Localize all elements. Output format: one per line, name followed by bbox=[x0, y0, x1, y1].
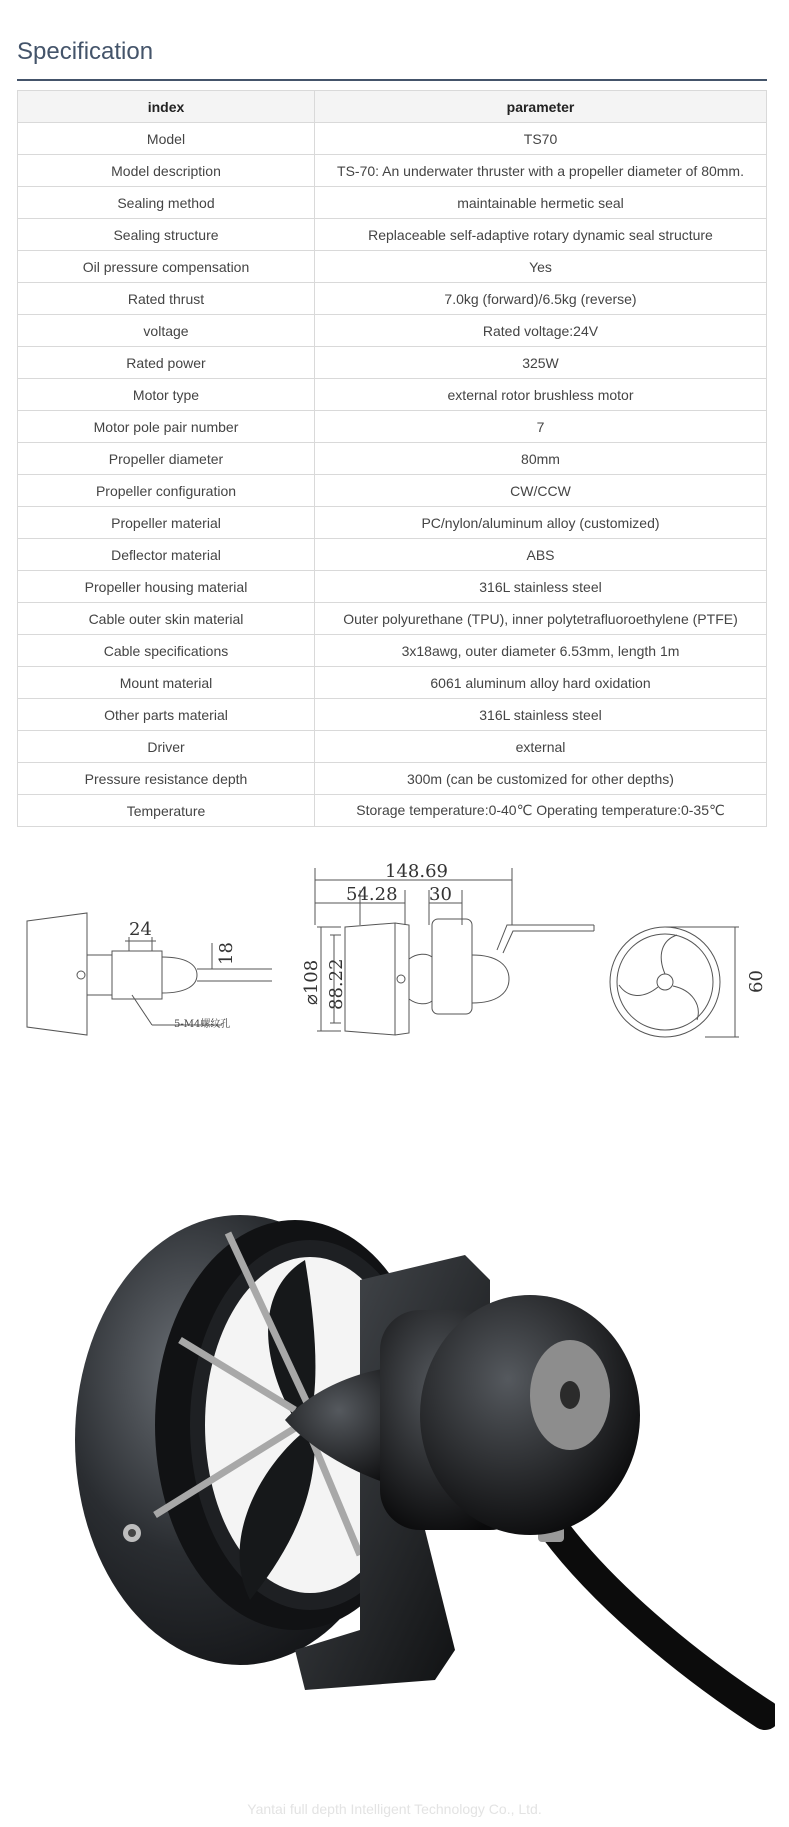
table-row bbox=[18, 411, 767, 443]
spec-parameter-cell: 7 bbox=[315, 411, 767, 443]
spec-index-cell: Motor type bbox=[18, 379, 315, 411]
spec-parameter-cell: 80mm bbox=[315, 443, 767, 475]
spec-parameter-cell: maintainable hermetic seal bbox=[315, 187, 767, 219]
spec-parameter-cell: 6061 aluminum alloy hard oxidation bbox=[315, 667, 767, 699]
spec-parameter-cell: TS-70: An underwater thruster with a propeller diameter of 80mm. bbox=[315, 155, 767, 187]
spec-index-cell: Model description bbox=[18, 155, 315, 187]
table-row bbox=[18, 603, 767, 635]
dim-housing-length: 54.28 bbox=[346, 884, 398, 905]
spec-parameter-cell: ABS bbox=[315, 539, 767, 571]
table-row bbox=[18, 379, 767, 411]
dim-outer-diameter: ⌀108 bbox=[301, 959, 322, 1005]
spec-parameter-cell: TS70 bbox=[315, 123, 767, 155]
dim-mount-slot: 24 bbox=[129, 919, 152, 940]
spec-index-cell: Deflector material bbox=[18, 539, 315, 571]
spec-parameter-cell: Outer polyurethane (TPU), inner polytetrafluoroethylene (PTFE) bbox=[315, 603, 767, 635]
spec-index-cell: Mount material bbox=[18, 667, 315, 699]
spec-parameter-cell: Yes bbox=[315, 251, 767, 283]
spec-index-cell: Model bbox=[18, 123, 315, 155]
spec-index-cell: Rated thrust bbox=[18, 283, 315, 315]
table-row bbox=[18, 795, 767, 827]
dimension-drawings bbox=[17, 845, 767, 1050]
spec-index-cell: Temperature bbox=[18, 795, 315, 827]
table-row bbox=[18, 443, 767, 475]
table-row bbox=[18, 731, 767, 763]
spec-parameter-cell: Replaceable self-adaptive rotary dynamic seal structure bbox=[315, 219, 767, 251]
table-row bbox=[18, 763, 767, 795]
header-index: index bbox=[18, 91, 315, 123]
table-row bbox=[18, 187, 767, 219]
table-row bbox=[18, 123, 767, 155]
spec-index-cell: Sealing method bbox=[18, 187, 315, 219]
spec-table bbox=[17, 90, 767, 827]
thread-note: 5-M4螺纹孔 bbox=[174, 1019, 231, 1030]
spec-parameter-cell: external bbox=[315, 731, 767, 763]
table-row bbox=[18, 539, 767, 571]
spec-parameter-cell: 325W bbox=[315, 347, 767, 379]
table-row bbox=[18, 219, 767, 251]
table-row bbox=[18, 475, 767, 507]
footer-watermark: Yantai full depth Intelligent Technology Co., Ltd. bbox=[247, 1801, 542, 1817]
rear-view bbox=[610, 927, 739, 1037]
table-row bbox=[18, 667, 767, 699]
thruster-product-photo bbox=[60, 1210, 775, 1740]
dim-overall-length: 148.69 bbox=[385, 861, 448, 882]
table-row bbox=[18, 283, 767, 315]
spec-index-cell: Propeller material bbox=[18, 507, 315, 539]
spec-index-cell: Oil pressure compensation bbox=[18, 251, 315, 283]
dim-mount-width: 30 bbox=[429, 884, 452, 905]
table-row bbox=[18, 507, 767, 539]
spec-parameter-cell: CW/CCW bbox=[315, 475, 767, 507]
spec-table-body bbox=[18, 123, 767, 827]
spec-parameter-cell: 316L stainless steel bbox=[315, 699, 767, 731]
spec-index-cell: Sealing structure bbox=[18, 219, 315, 251]
spec-index-cell: Motor pole pair number bbox=[18, 411, 315, 443]
table-row bbox=[18, 699, 767, 731]
spec-index-cell: Pressure resistance depth bbox=[18, 763, 315, 795]
dim-mount-height: 18 bbox=[216, 942, 237, 965]
spec-parameter-cell: external rotor brushless motor bbox=[315, 379, 767, 411]
table-header-row bbox=[18, 91, 767, 123]
spec-index-cell: Propeller configuration bbox=[18, 475, 315, 507]
section-title: Specification bbox=[17, 38, 154, 65]
spec-index-cell: Propeller housing material bbox=[18, 571, 315, 603]
table-row bbox=[18, 251, 767, 283]
table-row bbox=[18, 155, 767, 187]
dim-inner-diameter: 88.22 bbox=[326, 958, 347, 1010]
header-parameter: parameter bbox=[315, 91, 767, 123]
table-row bbox=[18, 571, 767, 603]
spec-index-cell: Propeller diameter bbox=[18, 443, 315, 475]
table-row bbox=[18, 635, 767, 667]
spec-parameter-cell: Rated voltage:24V bbox=[315, 315, 767, 347]
spec-index-cell: Cable outer skin material bbox=[18, 603, 315, 635]
spec-parameter-cell: PC/nylon/aluminum alloy (customized) bbox=[315, 507, 767, 539]
spec-parameter-cell: 3x18awg, outer diameter 6.53mm, length 1m bbox=[315, 635, 767, 667]
table-row bbox=[18, 347, 767, 379]
spec-index-cell: Cable specifications bbox=[18, 635, 315, 667]
spec-index-cell: Other parts material bbox=[18, 699, 315, 731]
spec-parameter-cell: Storage temperature:0-40℃ Operating temperature:0-35℃ bbox=[315, 795, 767, 827]
spec-parameter-cell: 300m (can be customized for other depths) bbox=[315, 763, 767, 795]
spec-parameter-cell: 316L stainless steel bbox=[315, 571, 767, 603]
dim-rear: 60 bbox=[746, 970, 767, 993]
title-divider bbox=[17, 79, 767, 81]
spec-parameter-cell: 7.0kg (forward)/6.5kg (reverse) bbox=[315, 283, 767, 315]
spec-index-cell: voltage bbox=[18, 315, 315, 347]
table-row bbox=[18, 315, 767, 347]
spec-index-cell: Rated power bbox=[18, 347, 315, 379]
spec-index-cell: Driver bbox=[18, 731, 315, 763]
